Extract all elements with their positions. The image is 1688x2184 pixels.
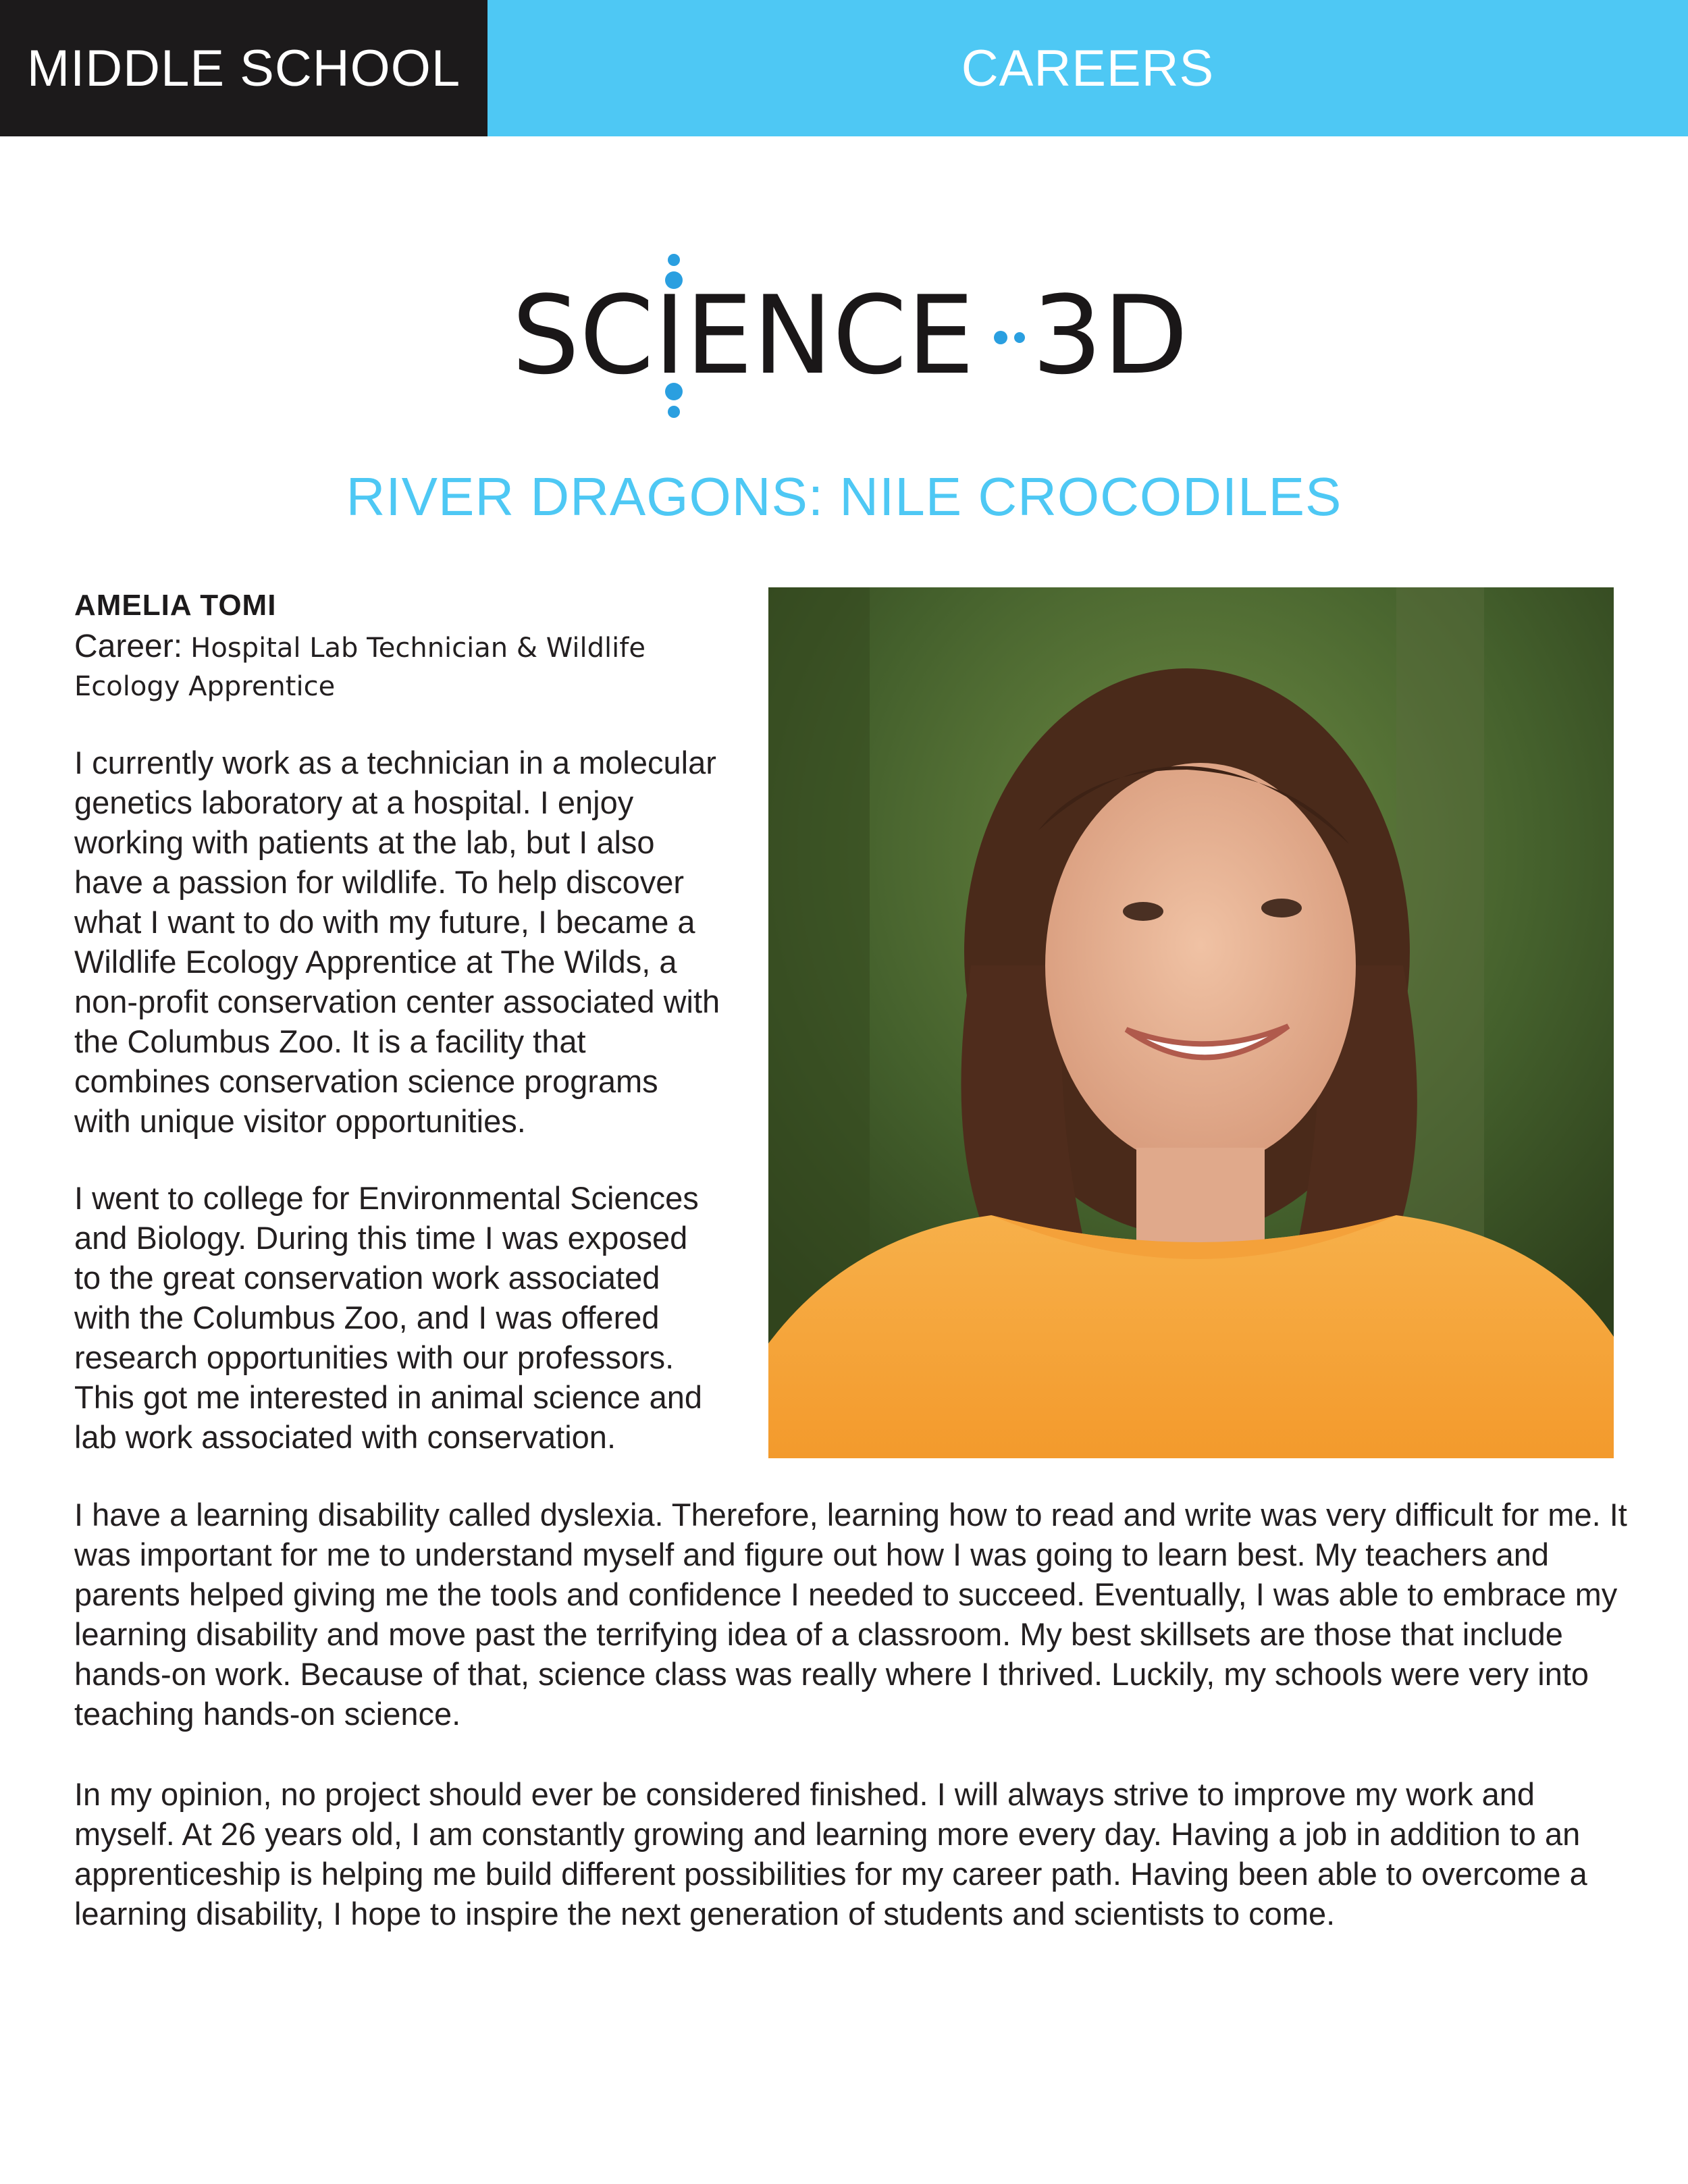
- logo-dot: [994, 331, 1007, 344]
- science-3d-logo-graphic: [500, 250, 1202, 425]
- paragraph-2: I went to college for Environmental Sciences and Biology. During this time I was exposed to the great conservation work associated with the Columbus Zoo, and I was offered research opportunities with our professors. This got me interested in animal science and lab work associated with conservation.: [74, 1180, 703, 1455]
- level-label: MIDDLE SCHOOL: [26, 39, 461, 97]
- careers-tab: [487, 0, 1688, 136]
- profile-name: AMELIA TOMI: [74, 589, 277, 622]
- article-title: RIVER DRAGONS: NILE CROCODILES: [346, 467, 1342, 527]
- logo-dot: [1014, 332, 1025, 343]
- career-value: Hospital Lab Technician & Wildlife Ecology Apprentice: [74, 633, 645, 702]
- middle-school-tab: [0, 0, 487, 136]
- logo-text-3d: 3D: [1032, 272, 1188, 398]
- paragraph-4: In my opinion, no project should ever be considered finished. I will always strive to improve my work and myself. At 26 years old, I am constantly growing and learning more every day. Having a job in addition to an apprenticeship is helping me build different possibilities for my career path. Having been able to overcome a learning disability, I hope to inspire the next generation of students and scientists to come.: [74, 1776, 1587, 1932]
- portrait-photo: [768, 587, 1614, 1458]
- paragraph-1: I currently work as a technician in a molecular genetics laboratory at a hospital. I enjoy working with patients at the lab, but I also have a passion for wildlife. To help discover what I want to do with my future, I became a Wildlife Ecology Apprentice at The Wilds, a non-profit conservation center associated with the Columbus Zoo. It is a facility that combines conservation science programs with unique visitor opportunities.: [74, 745, 720, 1139]
- career-line: [74, 628, 682, 705]
- section-label: CAREERS: [961, 39, 1215, 97]
- career-label: Career:: [74, 629, 183, 664]
- logo-text: SCIENCE: [512, 272, 974, 398]
- logo-dot: [668, 254, 680, 266]
- portrait-illustration: [768, 587, 1614, 1458]
- page-header: [0, 0, 1688, 136]
- science-3d-logo: [500, 250, 1202, 425]
- logo-dot: [668, 406, 680, 418]
- paragraph-3: I have a learning disability called dyslexia. Therefore, learning how to read and write was very difficult for me. It was important for me to understand myself and figure out how I was going to learn best. My teachers and parents helped giving me the tools and confidence I needed to succeed. Eventually, I was able to embrace my learning disability and move past the terrifying idea of a classroom. My best skillsets are those that include hands-on work. Because of that, science class was really where I thrived. Luckily, my schools were very into teaching hands-on science.: [74, 1497, 1627, 1732]
